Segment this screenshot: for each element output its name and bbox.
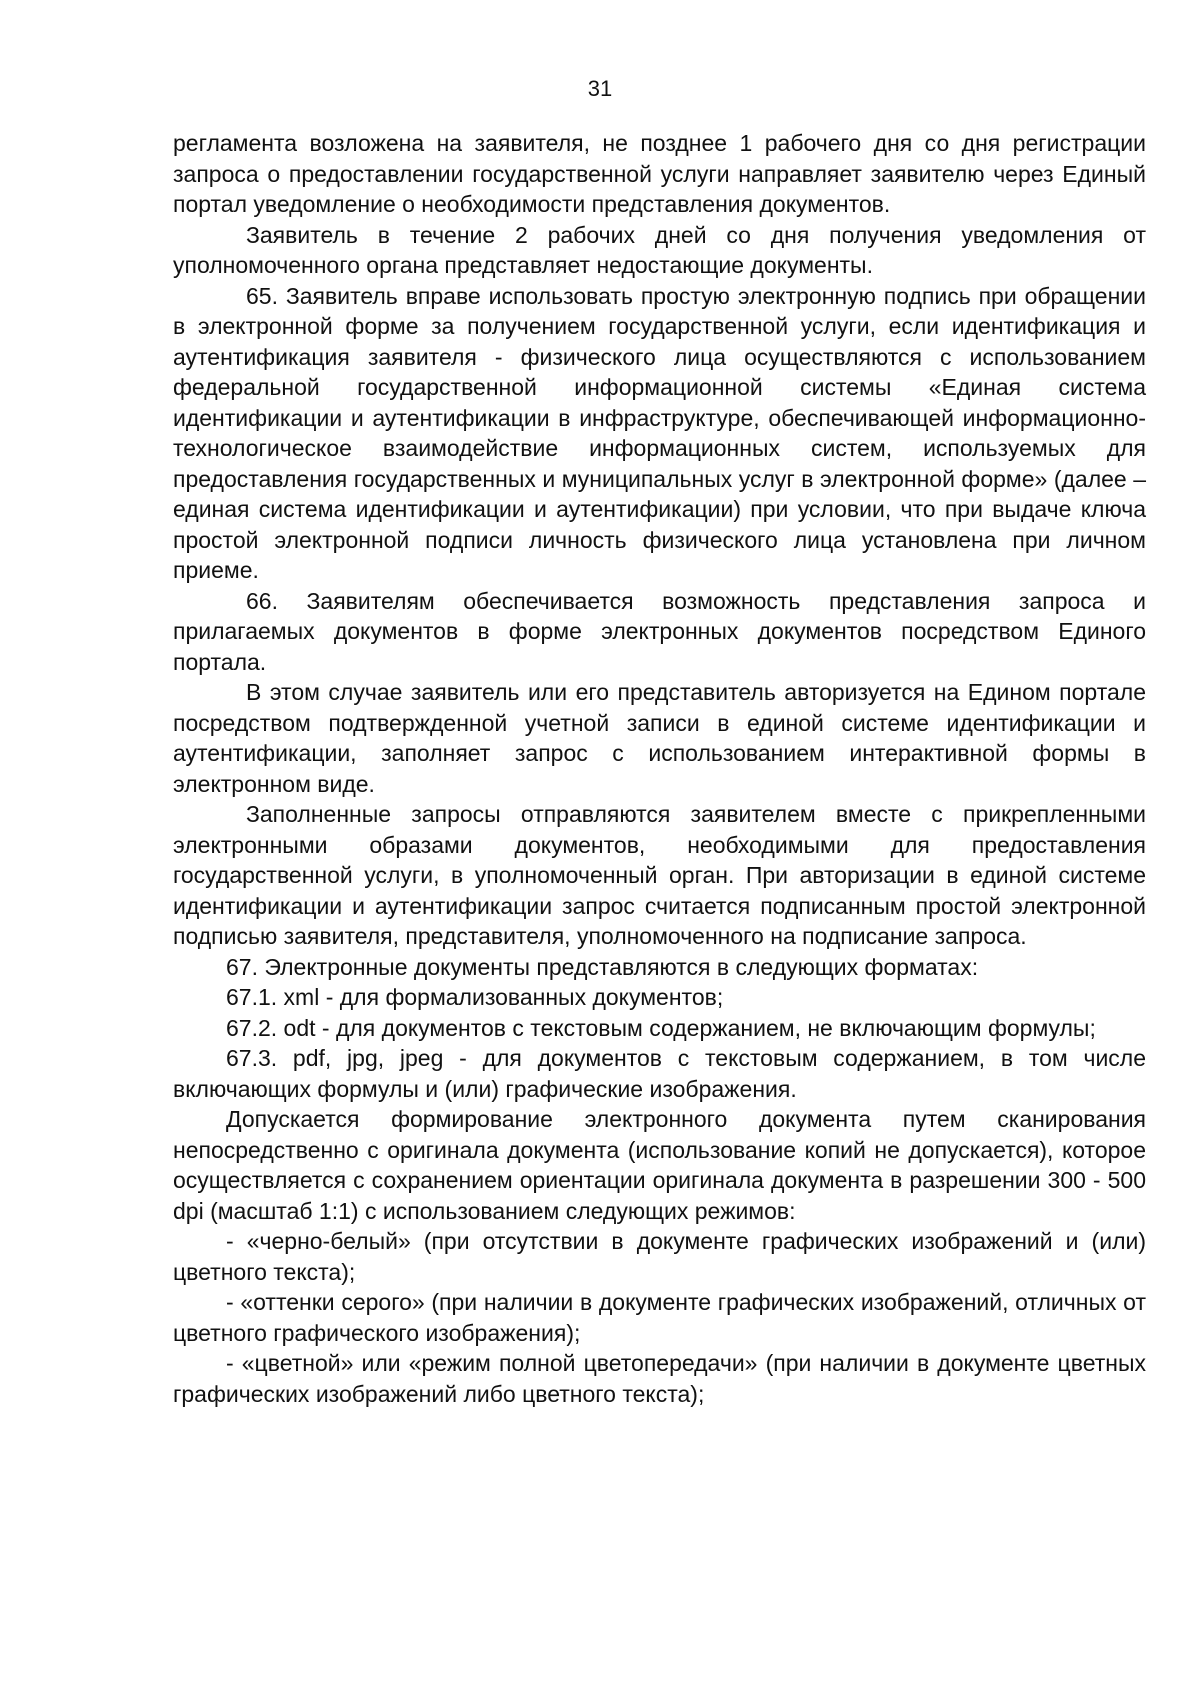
paragraph-item-67-3: 67.3. pdf, jpg, jpeg - для документов с текстовым содержанием, в том числе включающих формулы и (или) графические изображения. <box>173 1045 1146 1102</box>
paragraph: регламента возложена на заявителя, не позднее 1 рабочего дня со дня регистрации запроса о предоставлении государственной услуги направляет заявителю через Единый портал уведомление о необходимости представления документов. <box>173 130 1146 217</box>
paragraph-item-66: 66. Заявителям обеспечивается возможность представления запроса и прилагаемых документов в форме электронных документов посредством Единого портала. <box>173 587 1146 675</box>
document-body <box>173 128 1146 1409</box>
list-item: - «оттенки серого» (при наличии в документе графических изображений, отличных от цветного графического изображения); <box>173 1289 1146 1346</box>
paragraph-item-67-1: 67.1. xml - для формализованных документов; <box>226 984 724 1010</box>
paragraph: Заполненные запросы отправляются заявителем вместе с прикрепленными электронными образами документов, необходимыми для предоставления государственной услуги, в уполномоченный орган. При авторизации в единой системе идентификации и аутентификации запрос считается подписанным простой электронной подписью заявителя, представителя, уполномоченного на подписание запроса. <box>173 801 1146 949</box>
paragraph-item-67: 67. Электронные документы представляются в следующих форматах: <box>226 953 979 980</box>
list-item: - «цветной» или «режим полной цветопередачи» (при наличии в документе цветных графических изображений либо цветного текста); <box>173 1350 1146 1407</box>
page-number: 31 <box>587 76 613 101</box>
paragraph: В этом случае заявитель или его представитель авторизуется на Едином портале посредством подтвержденной учетной записи в единой системе идентификации и аутентификации, заполняет запрос с использованием интерактивной формы в электронном виде. <box>173 679 1146 797</box>
paragraph-item-67-2: 67.2. odt - для документов с текстовым содержанием, не включающим формулы; <box>226 1014 1096 1041</box>
list-item: - «черно-белый» (при отсутствии в документе графических изображений и (или) цветного текста); <box>173 1228 1146 1285</box>
paragraph: Заявитель в течение 2 рабочих дней со дня получения уведомления от уполномоченного органа представляет недостающие документы. <box>173 221 1146 278</box>
paragraph: Допускается формирование электронного документа путем сканирования непосредственно с оригинала документа (использование копий не допускается), которое осуществляется с сохранением ориентации оригинала документа в разрешении 300 - 500 dpi (масштаб 1:1) с использованием следующих режимов: <box>173 1106 1146 1224</box>
paragraph-item-65: 65. Заявитель вправе использовать простую электронную подпись при обращении в электронной форме за получением государственной услуги, если идентификация и аутентификация заявителя - физического лица осуществляются с использованием федеральной государственной информационной системы «Единая система идентификации и аутентификации в инфраструктуре, обеспечивающей информационно-технологическое взаимодействие информационных систем, используемых для предоставления государственных и муниципальных услуг в электронной форме» (далее – единая система идентификации и аутентификации) при условии, что при выдаче ключа простой электронной подписи личность физического лица установлена при личном приеме. <box>173 282 1146 583</box>
